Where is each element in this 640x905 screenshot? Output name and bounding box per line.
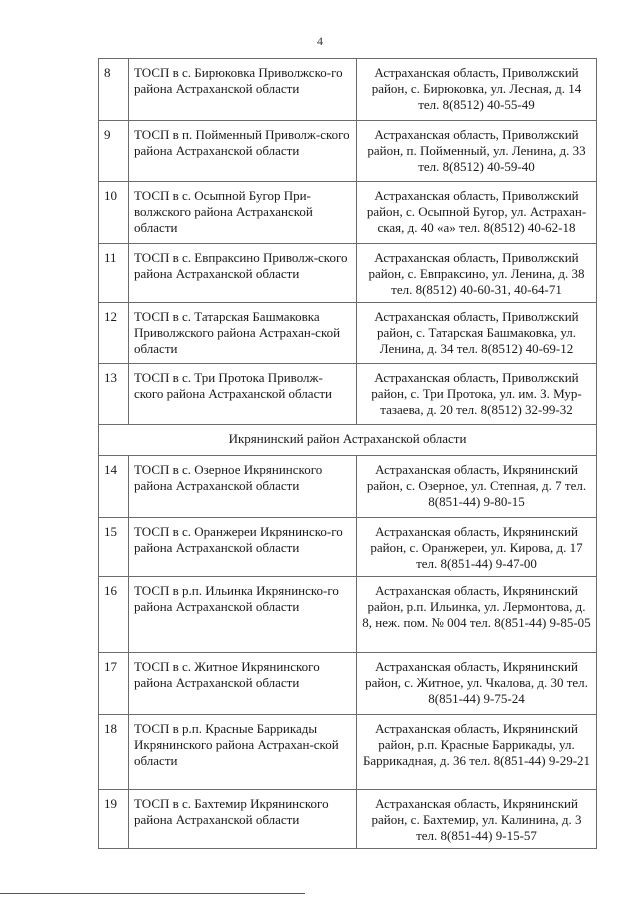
- table-row: [99, 59, 597, 121]
- office-name: ТОСП в с. Осыпной Бугор При-волжского района Астраханской области: [129, 182, 357, 244]
- table-row: [99, 244, 597, 303]
- table-row: [99, 182, 597, 244]
- table-row: [99, 653, 597, 715]
- table-row: [99, 518, 597, 577]
- office-address: Астраханская область, Икрянинский район, р.п. Красные Баррикады, ул. Баррикадная, д. 36 тел. 8(851-44) 9-29-21: [357, 715, 597, 790]
- office-address: Астраханская область, Приволжский район, с. Три Протока, ул. им. З. Мур-тазаева, д. 20 тел. 8(8512) 32-99-32: [357, 364, 597, 425]
- office-address: Астраханская область, Приволжский район, с. Евпраксино, ул. Ленина, д. 38 тел. 8(8512) 40-60-31, 40-64-71: [357, 244, 597, 303]
- office-address: Астраханская область, Икрянинский район, р.п. Ильинка, ул. Лермонтова, д. 8, неж. пом. № 004 тел. 8(851-44) 9-85-05: [357, 577, 597, 653]
- row-number: 19: [99, 790, 129, 849]
- office-address: Астраханская область, Приволжский район, с. Бирюковка, ул. Лесная, д. 14 тел. 8(8512) 40-55-49: [357, 59, 597, 121]
- office-name: ТОСП в с. Евпраксино Приволж-ского района Астраханской области: [129, 244, 357, 303]
- row-number: 17: [99, 653, 129, 715]
- row-number: 9: [99, 121, 129, 182]
- office-address: Астраханская область, Икрянинский район, с. Озерное, ул. Степная, д. 7 тел. 8(851-44) 9-80-15: [357, 456, 597, 518]
- office-name: ТОСП в с. Бирюковка Приволжско-го района Астраханской области: [129, 59, 357, 121]
- table-row: [99, 577, 597, 653]
- section-title: Икрянинский район Астраханской области: [99, 425, 597, 456]
- office-name: ТОСП в с. Оранжереи Икрянинско-го района Астраханской области: [129, 518, 357, 577]
- table-row: [99, 790, 597, 849]
- office-address: Астраханская область, Приволжский район, п. Пойменный, ул. Ленина, д. 33 тел. 8(8512) 40-59-40: [357, 121, 597, 182]
- section-row: [99, 425, 597, 456]
- table-row: [99, 303, 597, 364]
- row-number: 12: [99, 303, 129, 364]
- office-name: ТОСП в р.п. Ильинка Икрянинско-го района Астраханской области: [129, 577, 357, 653]
- office-address: Астраханская область, Икрянинский район, с. Бахтемир, ул. Калинина, д. 3 тел. 8(851-44) 9-15-57: [357, 790, 597, 849]
- office-name: ТОСП в с. Житное Икрянинского района Астраханской области: [129, 653, 357, 715]
- office-name: ТОСП в п. Пойменный Приволж-ского района Астраханской области: [129, 121, 357, 182]
- tosp-table: [98, 58, 597, 849]
- office-name: ТОСП в с. Татарская Башмаковка Приволжского района Астрахан-ской области: [129, 303, 357, 364]
- row-number: 18: [99, 715, 129, 790]
- table-row: [99, 456, 597, 518]
- office-name: ТОСП в с. Озерное Икрянинского района Астраханской области: [129, 456, 357, 518]
- office-name: ТОСП в с. Бахтемир Икрянинского района Астраханской области: [129, 790, 357, 849]
- office-address: Астраханская область, Приволжский район, с. Осыпной Бугор, ул. Астрахан-ская, д. 40 «а» тел. 8(8512) 40-62-18: [357, 182, 597, 244]
- row-number: 14: [99, 456, 129, 518]
- row-number: 11: [99, 244, 129, 303]
- row-number: 13: [99, 364, 129, 425]
- table-row: [99, 715, 597, 790]
- footer-divider: [0, 893, 305, 894]
- table-row: [99, 121, 597, 182]
- office-address: Астраханская область, Приволжский район, с. Татарская Башмаковка, ул. Ленина, д. 34 тел. 8(8512) 40-69-12: [357, 303, 597, 364]
- office-name: ТОСП в р.п. Красные Баррикады Икрянинского района Астрахан-ской области: [129, 715, 357, 790]
- row-number: 8: [99, 59, 129, 121]
- row-number: 15: [99, 518, 129, 577]
- office-name: ТОСП в с. Три Протока Приволж-ского района Астраханской области: [129, 364, 357, 425]
- table-row: [99, 364, 597, 425]
- office-address: Астраханская область, Икрянинский район, с. Оранжереи, ул. Кирова, д. 17 тел. 8(851-44) 9-47-00: [357, 518, 597, 577]
- page-number: 4: [317, 34, 323, 48]
- office-address: Астраханская область, Икрянинский район, с. Житное, ул. Чкалова, д. 30 тел. 8(851-44) 9-75-24: [357, 653, 597, 715]
- row-number: 10: [99, 182, 129, 244]
- row-number: 16: [99, 577, 129, 653]
